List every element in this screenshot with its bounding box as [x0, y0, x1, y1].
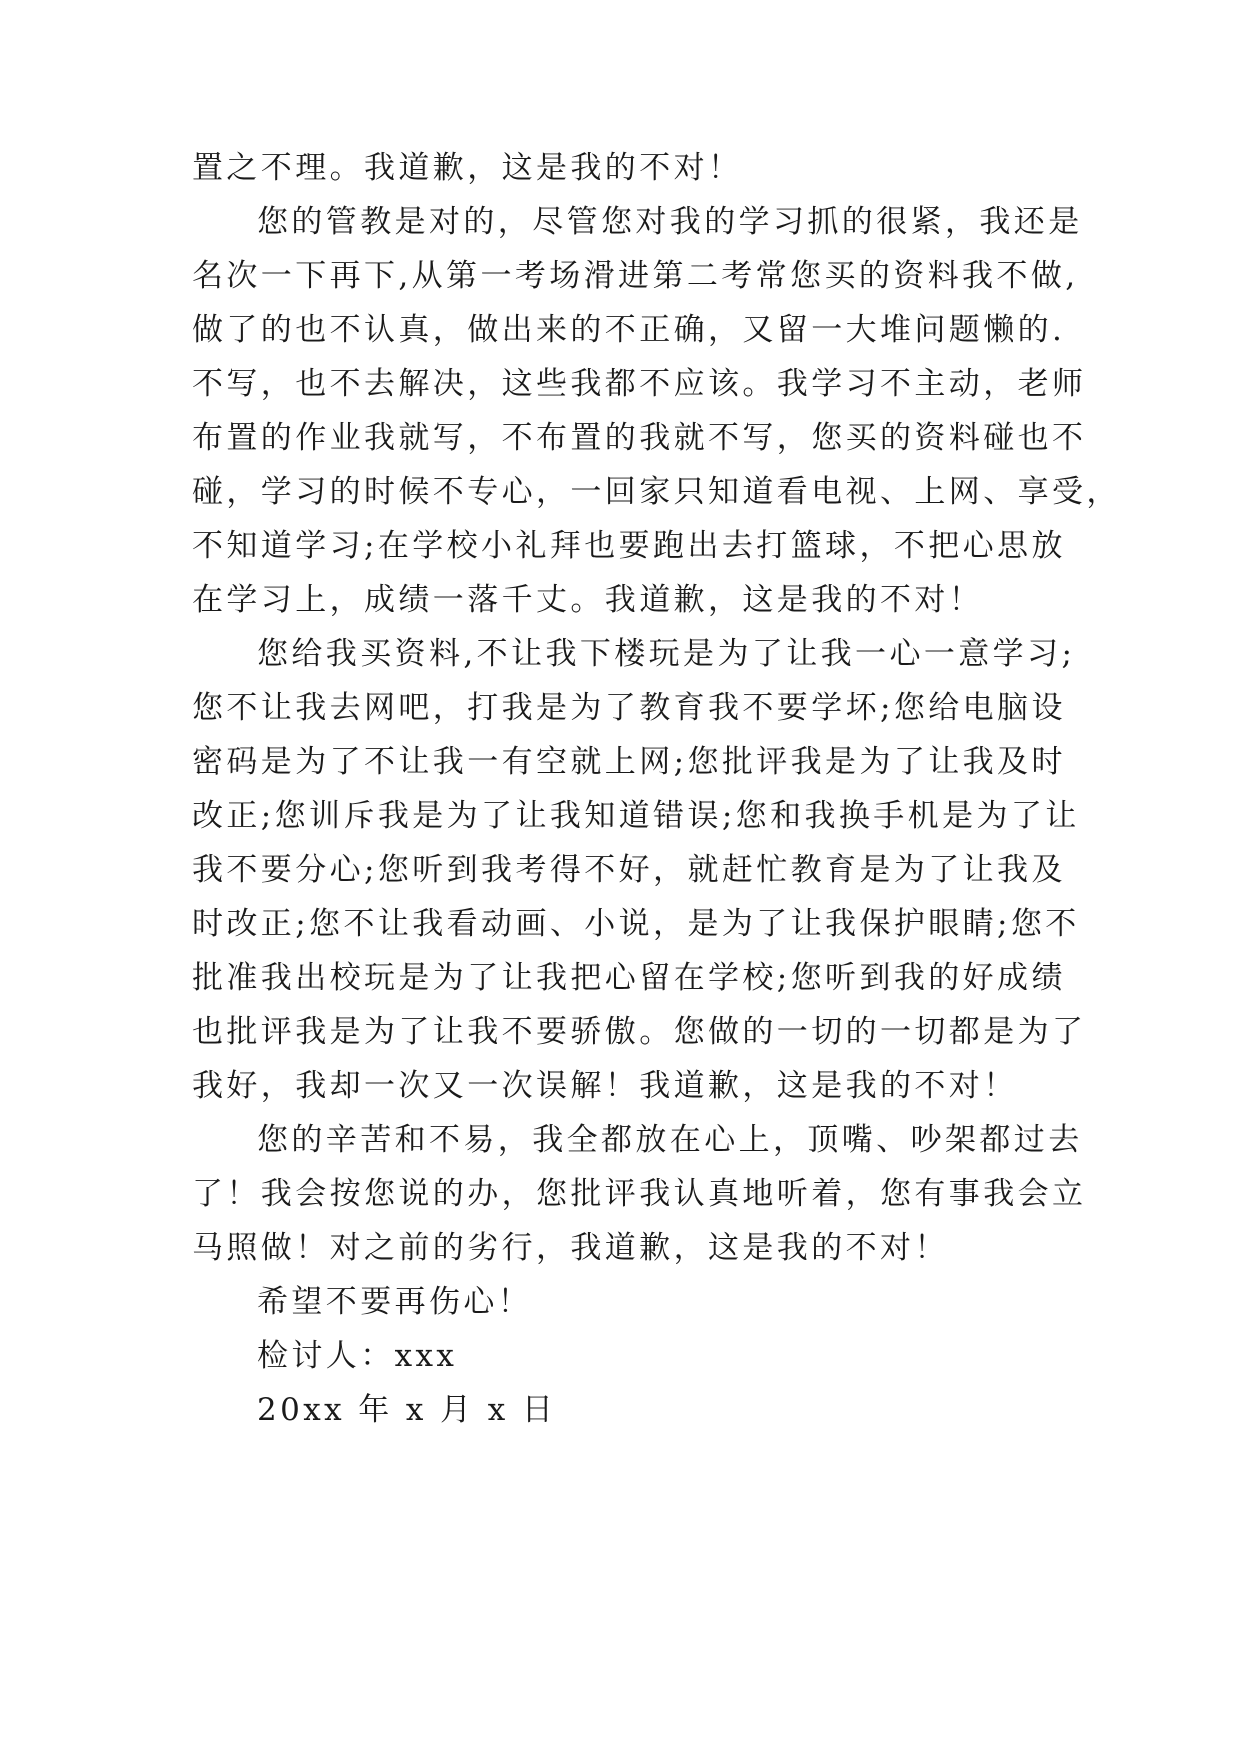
text-line: 改正;您训斥我是为了让我知道错误;您和我换手机是为了让	[192, 798, 1080, 834]
text-line: 您不让我去网吧，打我是为了教育我不要学坏;您给电脑设	[192, 690, 1066, 726]
text-line: 我好，我却一次又一次误解！我道歉，这是我的不对！	[192, 1068, 1018, 1104]
text-line: 了！我会按您说的办，您批评我认真地听着，您有事我会立	[192, 1176, 1087, 1212]
text-line: 在学习上，成绩一落千丈。我道歉，这是我的不对！	[192, 582, 984, 618]
text-line: 也批评我是为了让我不要骄傲。您做的一切的一切都是为了	[192, 1014, 1087, 1050]
text-line: 名次一下再下,从第一考场滑进第二考常您买的资料我不做,	[192, 258, 1079, 294]
date-line: 20xx 年 x 月 x 日	[257, 1392, 557, 1428]
text-line: 马照做！对之前的劣行，我道歉，这是我的不对！	[192, 1230, 949, 1266]
paragraph-start-line: 您的管教是对的，尽管您对我的学习抓的很紧，我还是	[257, 204, 1083, 240]
paragraph-start-line: 您给我买资料,不让我下楼玩是为了让我一心一意学习;	[257, 636, 1076, 672]
text-line: 我不要分心;您听到我考得不好，就赶忙教育是为了让我及	[192, 852, 1066, 888]
text-line: 密码是为了不让我一有空就上网;您批评我是为了让我及时	[192, 744, 1066, 780]
text-line: 做了的也不认真，做出来的不正确，又留一大堆问题懒的.	[192, 312, 1066, 348]
text-line: 不写，也不去解决，这些我都不应该。我学习不主动，老师	[192, 366, 1087, 402]
text-line: 不知道学习;在学校小礼拜也要跑出去打篮球，不把心思放	[192, 528, 1066, 564]
text-line: 批准我出校玩是为了让我把心留在学校;您听到我的好成绩	[192, 960, 1066, 996]
text-line: 碰，学习的时候不专心，一回家只知道看电视、上网、享受，	[192, 474, 1121, 510]
text-line: 时改正;您不让我看动画、小说，是为了让我保护眼睛;您不	[192, 906, 1080, 942]
text-line: 布置的作业我就写，不布置的我就不写，您买的资料碰也不	[192, 420, 1087, 456]
closing-wish: 希望不要再伤心！	[257, 1284, 533, 1320]
signature-line: 检讨人：xxx	[257, 1338, 458, 1374]
paragraph-start-line: 您的辛苦和不易，我全都放在心上，顶嘴、吵架都过去	[257, 1122, 1083, 1158]
text-line: 置之不理。我道歉，这是我的不对！	[192, 150, 743, 186]
